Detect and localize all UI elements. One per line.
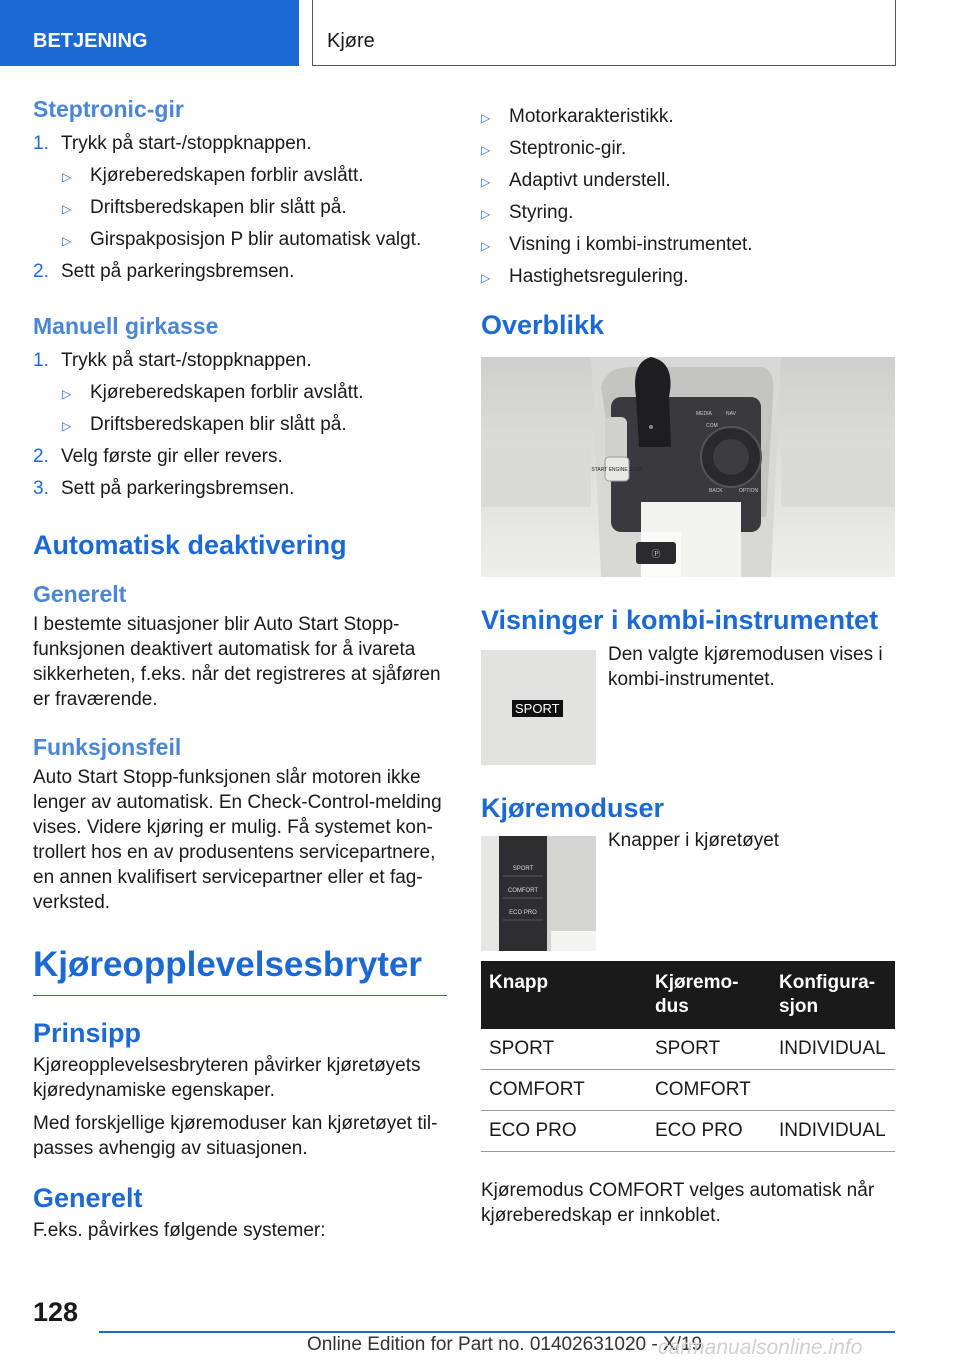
svg-text:NAV: NAV [726,411,736,417]
table-row: COMFORT COMFORT [481,1070,895,1111]
triangle-bullet-icon: ▷ [62,387,72,401]
manual-heading: Manuell girkasse [33,313,219,339]
switch-general-heading: Generelt [33,1183,143,1213]
triangle-bullet-icon: ▷ [62,419,72,433]
center-console-image [481,357,895,577]
svg-text:OPTION: OPTION [739,488,759,494]
list-item: ▷ Motorkarakteristikk. [481,104,895,129]
principle-paragraph-1: Kjøreopplevelsesbryteren påvirker kjøretøyets kjøredynamiske egenskaper. [33,1055,421,1101]
watermark: carmanualsonline.info [658,1336,863,1359]
section-tab: BETJENING [0,0,299,66]
triangle-bullet-icon: ▷ [481,271,491,285]
svg-text:COMFORT: COMFORT [507,888,539,894]
page-number: 128 [33,1297,79,1327]
svg-text:COM: COM [706,423,718,429]
console-illustration [481,357,895,577]
triangle-bullet-icon: ▷ [62,202,72,216]
list-item: ▷ Kjøreberedskapen forblir avslått. [62,163,447,188]
chapter-title: Kjøre [312,0,896,66]
triangle-bullet-icon: ▷ [481,207,491,221]
display-heading: Visninger i kombi-instrumentet [481,605,879,635]
triangle-bullet-icon: ▷ [62,170,72,184]
table-header-row [481,961,895,1029]
triangle-bullet-icon: ▷ [62,234,72,248]
switch-heading: Kjøreopplevelsesbryter [33,945,447,996]
svg-text:SPORT: SPORT [512,866,534,872]
list-item: ▷ Kjøreberedskapen forblir avslått. [62,380,447,405]
list-item: 3. Sett på parkeringsbremsen. [33,478,295,499]
list-item: ▷ Styring. [481,200,895,225]
fault-paragraph: Auto Start Stopp-funksjonen slår motoren ikke lenger av automatisk. En Check-Control-melding vises. Videre kjøring er mulig. Få systemet kon-trollert hos en av produsentens servicepartnere, en annen kvalifisert servicepartner eller et fag-verksted. [33,767,442,913]
triangle-bullet-icon: ▷ [481,175,491,189]
mode-buttons-illustration [481,836,596,951]
principle-heading: Prinsipp [33,1018,142,1048]
modes-heading: Kjøremoduser [481,793,665,823]
header-mode: Kjøremo-dus [647,961,771,1029]
display-row [481,644,895,765]
general-subheading: Generelt [33,581,127,607]
list-item: 1. Trykk på start-/stoppknappen. [33,133,312,154]
steptronic-heading: Steptronic-gir [33,96,184,122]
svg-text:Ⓟ: Ⓟ [651,550,661,560]
fault-subheading: Funksjonsfeil [33,734,182,760]
list-item: ▷ Girspakposisjon P blir automatisk valgt. [62,227,447,252]
auto-deact-heading: Automatisk deaktivering [33,530,347,560]
svg-text:MEDIA: MEDIA [696,411,712,417]
list-item: ▷ Driftsberedskapen blir slått på. [62,195,447,220]
triangle-bullet-icon: ▷ [481,239,491,253]
overview-heading: Overblikk [481,310,605,340]
systems-list [481,104,895,289]
steptronic-bullets [33,163,447,252]
table-row: ECO PRO ECO PRO INDIVIDUAL [481,1111,895,1152]
buttons-image [481,836,596,951]
list-item: 1. Trykk på start-/stoppknappen. [33,350,312,371]
footer-divider [99,1331,895,1333]
svg-text:BACK: BACK [709,488,723,494]
list-item: ▷ Adaptivt understell. [481,168,895,193]
edition-text: Online Edition for Part no. 01402631020 - X/19 [307,1334,703,1355]
display-image [481,650,596,765]
principle-paragraph-2: Med forskjellige kjøremoduser kan kjøretøyet til-passes avhengig av situasjonen. [33,1113,438,1159]
header-knapp: Knapp [481,961,647,1029]
triangle-bullet-icon: ▷ [481,111,491,125]
modes-note: Kjøremodus COMFORT velges automatisk når kjøreberedskap er innkoblet. [481,1180,875,1226]
switch-general-paragraph: F.eks. påvirkes følgende systemer: [33,1220,326,1241]
svg-text:START ENGINE STOP: START ENGINE STOP [591,467,643,473]
modes-table [481,961,895,1152]
list-item: ▷ Hastighetsregulering. [481,264,895,289]
sport-badge: SPORT [512,700,563,717]
modes-caption: Knapper i kjøretøyet [608,830,780,851]
display-paragraph: Den valgte kjøremodusen vises i kombi-instrumentet. [608,644,883,690]
list-item: ▷ Driftsberedskapen blir slått på. [62,412,447,437]
general-paragraph: I bestemte situasjoner blir Auto Start Stopp-funksjonen deaktivert automatisk for å ivareta sikkerheten, f.eks. når det registreres at sjåføren er fraværende. [33,614,441,710]
left-column [33,96,447,1243]
table-row: SPORT SPORT INDIVIDUAL [481,1029,895,1070]
modes-row [481,830,895,951]
svg-text:ECO PRO: ECO PRO [509,910,537,916]
list-item: 2. Sett på parkeringsbremsen. [33,261,295,282]
list-item: ▷ Steptronic-gir. [481,136,895,161]
header-config: Konfigura-sjon [771,961,895,1029]
list-item: ▷ Visning i kombi-instrumentet. [481,232,895,257]
right-column [481,104,895,1228]
steptronic-steps [33,131,447,156]
triangle-bullet-icon: ▷ [481,143,491,157]
list-item: 2. Velg første gir eller revers. [33,446,283,467]
